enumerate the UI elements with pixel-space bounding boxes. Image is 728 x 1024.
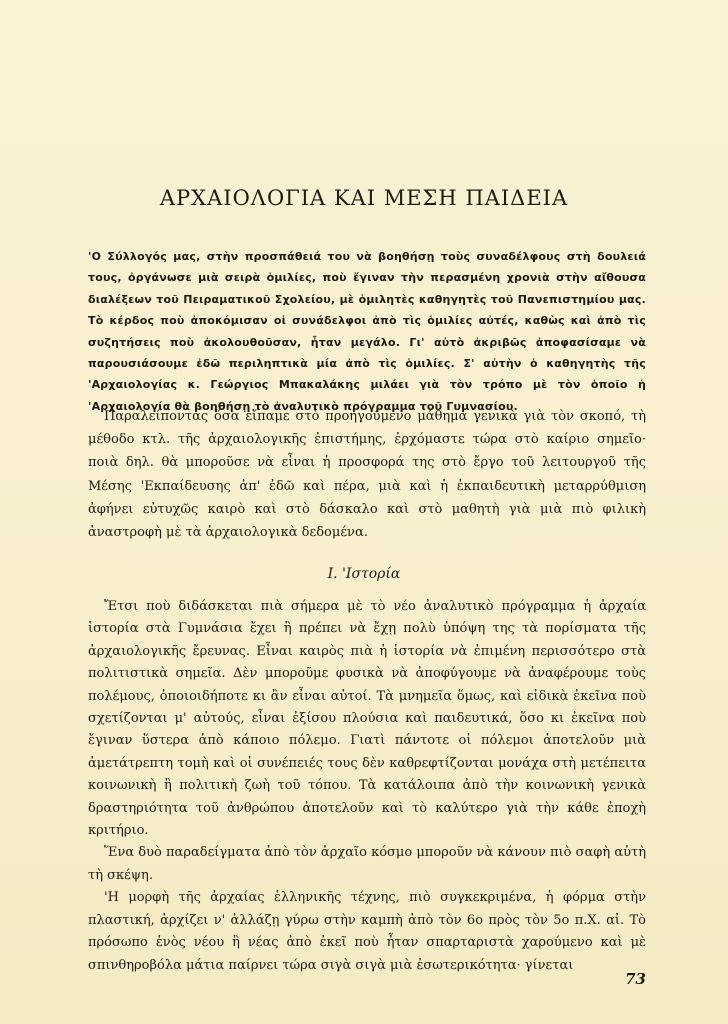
- intro-paragraph: [88, 405, 646, 544]
- body-paragraph: Ἕνα δυὸ παραδείγματα ἀπὸ τὸν ἀρχαῖο κόσμο μποροῦν νὰ κάνουν πιὸ σαφὴ αὐτὴ τὴ σκέψη.: [88, 845, 646, 883]
- section-heading: Ι. 'Ιστορία: [327, 566, 401, 582]
- article-abstract: 'Ο Σύλλογός μας, στὴν προσπάθειά του νὰ βοηθήσῃ τοὺς συναδέλφους στὴ δουλειά τους, ὀργάνωσε μιὰ σειρὰ ὁμιλίες, ποὺ ἔγιναν τὴν περασμένη χρονιὰ στὴν αἴθουσα διαλέξεων τοῦ Πειραματικοῦ Σχολείου, μὲ ὁμιλητὲς καθηγητὲς τοῦ Πανεπιστημίου μας. Τὸ κέρδος ποὺ ἀποκόμισαν οἱ συνάδελφοι ἀπὸ τὶς ὁμιλίες αὐτές, καθὼς καὶ ἀπὸ τὶς συζητήσεις ποὺ ἀκολουθοῦσαν, ἦταν μεγάλο. Γι' αὐτὸ ἀκριβῶς ἀποφασίσαμε νὰ παρουσιάσουμε ἐδῶ περιληπτικὰ μία ἀπὸ τὶς ὁμιλίες. Σ' αὐτὴν ὁ καθηγητὴς τῆς 'Αρχαιολογίας κ. Γεώργιος Μπακαλάκης μιλάει γιὰ τὸν τρόπο μὲ τὸν ὁποῖο ἡ 'Αρχαιολογία θὰ βοηθήσῃ τὸ ἀναλυτικὸ πρόγραμμα τοῦ Γυμνασίου.: [88, 250, 646, 413]
- page-number: 73: [625, 970, 646, 988]
- article-title: ΑΡΧΑΙΟΛΟΓΙΑ ΚΑΙ ΜΕΣΗ ΠΑΙΔΕΙΑ: [159, 186, 569, 210]
- body-text: [88, 596, 646, 977]
- body-paragraph: 'Η μορφὴ τῆς ἀρχαίας ἑλληνικῆς τέχνης, πιὸ συγκεκριμένα, ἡ φόρμα στὴν πλαστική, ἀρχίζει ν' ἀλλάζῃ γύρω στὴν καμπὴ ἀπὸ τὸν 6ο πρὸς τὸν 5ο π.Χ. αἰ. Τὸ πρόσωπο ἑνὸς νέου ἢ νέας ἀπὸ ἐκεῖ ποὺ ἦταν σπαρταριστὰ χαρούμενο καὶ μὲ σπινθηροβόλα μάτια παίρνει τώρα σιγὰ σιγὰ μιὰ ἐσωτερικότητα· γίνεται: [88, 890, 646, 973]
- intro-text: Παραλείποντας ὅσα εἴπαμε στὸ προηγούμενο μάθημα γενικὰ γιὰ τὸν σκοπό, τὴ μέθοδο κτλ. τῆς ἀρχαιολογικῆς ἐπιστήμης, ἐρχόμαστε τώρα στὸ καίριο σημεῖο· ποιὰ δηλ. θὰ μποροῦσε νὰ εἶναι ἡ προσφορά της στὸ ἔργο τοῦ λειτουργοῦ τῆς Μέσης 'Εκπαίδευσης ἀπ' ἐδῶ καὶ πέρα, μιὰ καὶ ἡ ἐκπαιδευτικὴ μεταρρύθμιση ἀφήνει εὐτυχῶς καιρὸ καὶ στὸ δάσκαλο καὶ στὸ μαθητὴ γιὰ μιὰ πιὸ φιλικὴ ἀναστροφὴ μὲ τὰ ἀρχαιολογικὰ δεδομένα.: [88, 409, 646, 541]
- body-paragraph: Ἔτσι ποὺ διδάσκεται πιὰ σήμερα μὲ τὸ νέο ἀναλυτικὸ πρόγραμμα ἡ ἀρχαία ἱστορία στὰ Γυμνάσια ἔχει ἢ πρέπει νὰ ἔχῃ πολὺ ὑπόψη της τὰ πορίσματα τῆς ἀρχαιολογικῆς ἔρευνας. Εἶναι καιρὸς πιὰ ἡ ἱστορία νὰ ἐπιμένη περισσότερο στὰ πολιτιστικὰ σημεῖα. Δὲν μποροῦμε φυσικὰ νὰ ἀποφύγουμε νὰ ἀναφέρουμε τοὺς πολέμους, ὁποιοιδήποτε κι ἂν εἶναι αὐτοί. Τὰ μνημεῖα ὅμως, καὶ εἰδικὰ ἐκεῖνα ποὺ σχετίζονται μ' αὐτούς, εἶναι ἐξίσου πλούσια καὶ παιδευτικά, ὅσο κι ἐκεῖνα ποὺ ἔγιναν ὕστερα ἀπὸ κάποιο πόλεμο. Γιατὶ πάντοτε οἱ πόλεμοι ἀποτελοῦν μιὰ ἀμετάτρεπτη τομὴ καὶ οἱ συνέπειές τους δὲν καθρεφτίζονται μονάχα στὴ μετέπειτα κοινωνικὴ ἢ πολιτικὴ ζωὴ τοῦ τόπου. Τὰ κατάλοιπα ἀπὸ τὴν κοινωνικὴ γενικὰ δραστηριότητα τοῦ ἀνθρώπου ἀποτελοῦν καὶ τὸ καλύτερο γιὰ τὴν κάθε ἐποχὴ κριτήριο.: [88, 599, 646, 839]
